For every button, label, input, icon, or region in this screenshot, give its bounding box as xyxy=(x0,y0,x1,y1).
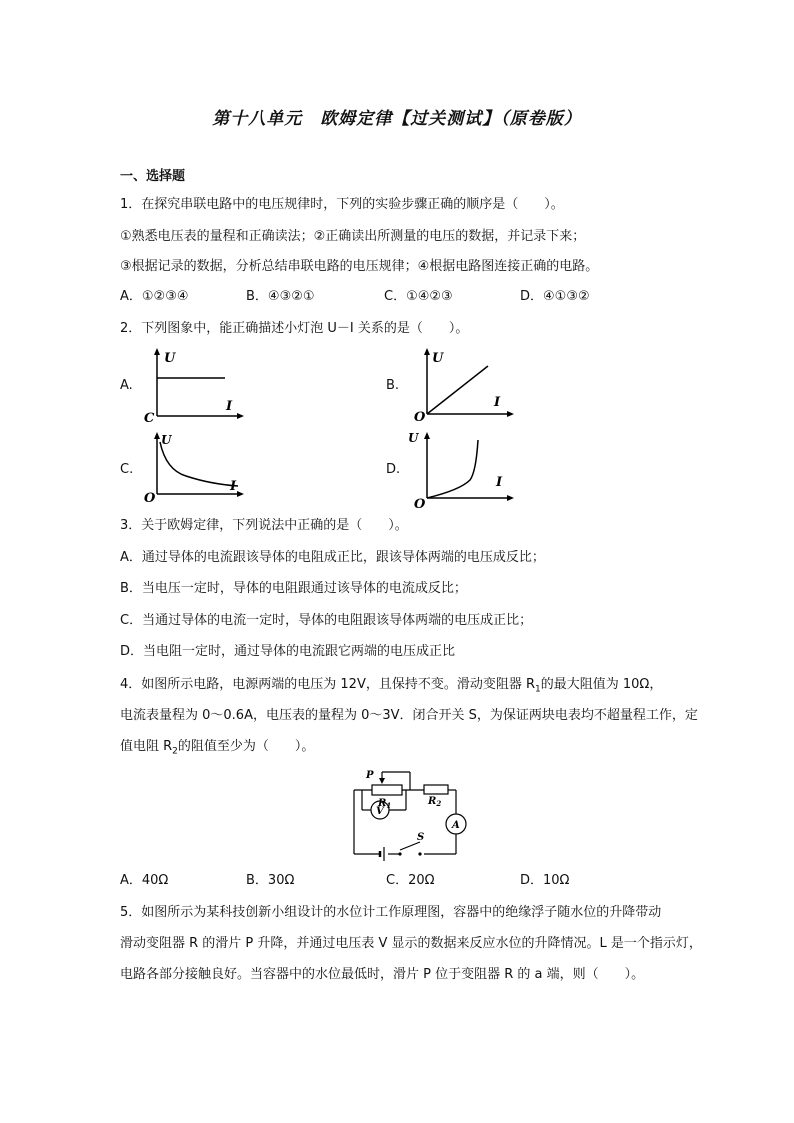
q2-label-d: D. xyxy=(386,462,401,477)
q1-option-c: C．①④②③ xyxy=(384,289,453,304)
q2-graph-c xyxy=(140,428,250,508)
y-axis-label: U xyxy=(408,431,419,445)
graph-line xyxy=(427,366,488,414)
switch-blade xyxy=(400,842,420,850)
q3-option-b: B．当电压一定时，导体的电阻跟通过该导体的电流成反比； xyxy=(120,581,467,596)
x-axis-arrow xyxy=(237,491,244,497)
x-axis-label: I xyxy=(230,479,237,494)
y-axis-label: U xyxy=(432,351,444,366)
rheostat-r1 xyxy=(372,785,402,795)
origin-label: O xyxy=(414,497,426,512)
q1-stem: 1．在探究串联电路中的电压规律时，下列的实验步骤正确的顺序是（ ）。 xyxy=(120,197,564,212)
q4-line1-subscript: 1 xyxy=(535,684,541,695)
q3-option-d: D．当电阻一定时，通过导体的电流跟它两端的电压成正比 xyxy=(120,644,456,659)
graph-curve xyxy=(427,440,478,498)
q2-label-b: B. xyxy=(386,378,400,393)
q2-graph-a xyxy=(140,344,250,424)
resistor-r2 xyxy=(424,785,448,794)
q5-line2: 滑动变阻器 R 的滑片 P 升降，并通过电压表 V 显示的数据来反应水位的升降情况。L 是一个指示灯， xyxy=(120,936,702,951)
q2-graph-d xyxy=(410,428,520,510)
origin-label: C xyxy=(144,411,155,426)
y-axis-arrow xyxy=(154,348,160,355)
x-axis-arrow xyxy=(507,495,514,501)
r2-subscript: 2 xyxy=(436,799,442,808)
page-title: 第十八单元 欧姆定律【过关测试】（原卷版） xyxy=(212,109,582,129)
y-axis-arrow xyxy=(424,348,430,355)
x-axis-label: I xyxy=(226,399,233,414)
q4-option-b: B．30Ω xyxy=(246,873,295,888)
switch-contact xyxy=(418,852,421,855)
switch-label: S xyxy=(417,832,425,843)
q2-graph-b xyxy=(410,344,520,424)
section-heading: 一、选择题 xyxy=(120,169,186,184)
q4-option-c: C．20Ω xyxy=(386,873,435,888)
switch-pivot xyxy=(398,852,401,855)
q4-line2: 电流表量程为 0～0.6A，电压表的量程为 0～3V．闭合开关 S，为保证两块电表均不超量程工作，定 xyxy=(120,708,698,723)
q4-line3-subscript: 2 xyxy=(172,746,178,757)
q1-line2: ①熟悉电压表的量程和正确读法；②正确读出所测量的电压的数据，并记录下来； xyxy=(120,229,586,244)
y-axis-label: U xyxy=(161,433,172,447)
q4-line1-text-end: 的最大阻值为 10Ω， xyxy=(540,677,663,692)
q4-line1 xyxy=(120,676,662,699)
q3-stem: 3．关于欧姆定律，下列说法中正确的是（ ）。 xyxy=(120,518,408,533)
y-axis-arrow xyxy=(424,432,430,439)
q4-option-a: A．40Ω xyxy=(120,873,169,888)
q1-option-b: B．④③②① xyxy=(246,289,315,304)
q3-option-a: A．通过导体的电流跟该导体的电阻成正比，跟该导体两端的电压成反比； xyxy=(120,550,545,565)
q1-option-a: A．①②③④ xyxy=(120,289,189,304)
graph-curve xyxy=(160,442,238,486)
x-axis-arrow xyxy=(237,413,244,419)
ammeter-label: A xyxy=(452,820,460,831)
q4-option-d: D．10Ω xyxy=(520,873,570,888)
y-axis-arrow xyxy=(154,432,160,439)
x-axis-label: I xyxy=(496,475,503,490)
q5-line1: 5．如图所示为某科技创新小组设计的水位计工作原理图，容器中的绝缘浮子随水位的升降带动 xyxy=(120,905,662,920)
r2-label xyxy=(427,796,441,808)
x-axis-arrow xyxy=(507,411,514,417)
q2-label-a: A. xyxy=(120,378,133,393)
x-axis-label: I xyxy=(494,395,501,410)
origin-label: O xyxy=(144,491,156,506)
origin-label: O xyxy=(414,410,426,425)
q4-circuit-diagram xyxy=(340,762,480,862)
q1-option-d: D．④①③② xyxy=(520,289,590,304)
q2-stem: 2．下列图象中，能正确描述小灯泡 U－I 关系的是（ ）。 xyxy=(120,321,469,336)
q4-line3-text: 值电阻 R xyxy=(120,739,173,754)
q4-line3-text-end: 的阻值至少为（ ）。 xyxy=(177,739,315,754)
q2-label-c: C. xyxy=(120,462,134,477)
q1-line3: ③根据记录的数据，分析总结串联电路的电压规律；④根据电路图连接正确的电路。 xyxy=(120,259,599,274)
r2-letter: R xyxy=(428,796,437,807)
y-axis-label: U xyxy=(164,351,176,366)
voltmeter-label: V xyxy=(376,806,384,817)
q3-option-c: C．当通过导体的电流一定时，导体的电阻跟该导体两端的电压成正比； xyxy=(120,613,533,628)
slider-arrow xyxy=(379,778,385,784)
slider-label: P xyxy=(366,770,374,781)
q5-line3: 电路各部分接触良好。当容器中的水位最低时，滑片 P 位于变阻器 R 的 a 端，则（ ）。 xyxy=(120,967,645,982)
q4-line1-text: 4．如图所示电路，电源两端的电压为 12V，且保持不变。滑动变阻器 R xyxy=(120,677,536,692)
q4-line3 xyxy=(120,738,314,761)
r1-subscript: 1 xyxy=(386,801,392,810)
r1-letter: R xyxy=(378,798,387,809)
